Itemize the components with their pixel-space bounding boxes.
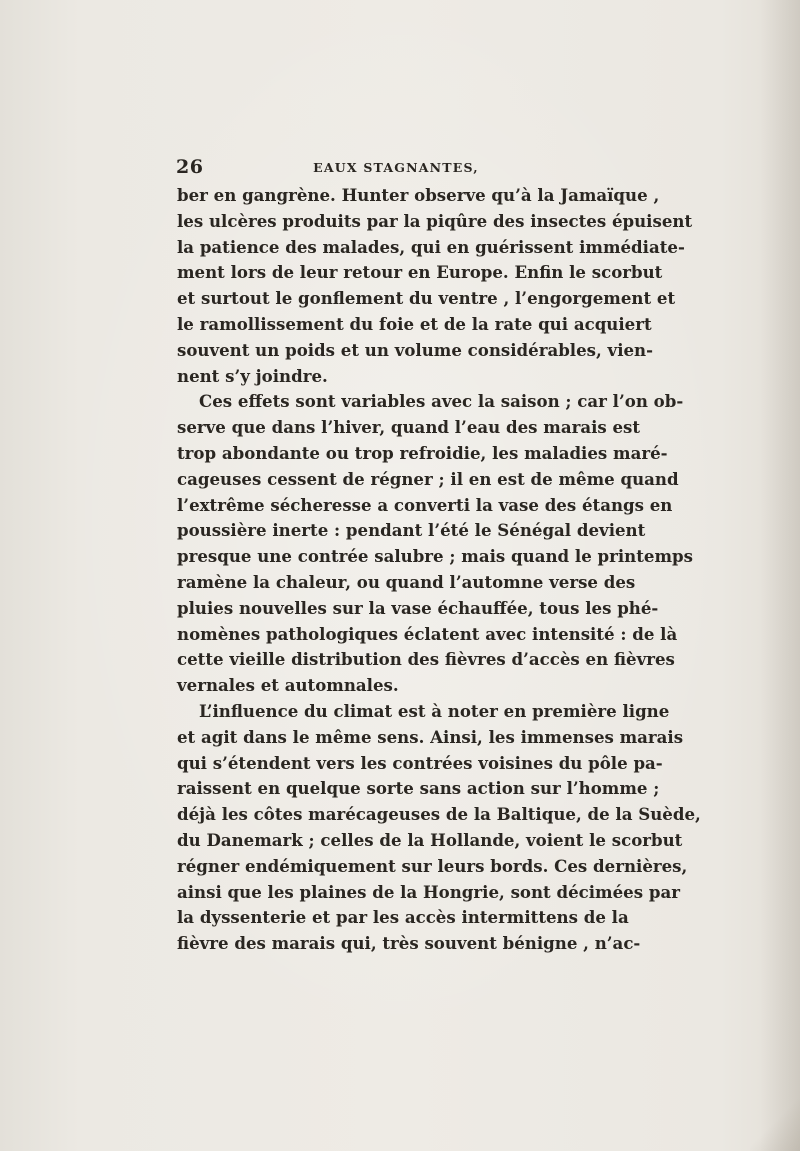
- running-head: EAUX STAGNANTES,: [313, 160, 479, 175]
- text-line: raissent en quelque sorte sans action sur l’homme ;: [177, 778, 660, 799]
- page-number: 26: [176, 156, 204, 178]
- text-line: cette vieille distribution des fièvres d’accès en fièvres: [177, 649, 675, 670]
- paragraph-start-line: L’influence du climat est à noter en première ligne: [199, 700, 670, 721]
- text-line: vernales et automnales.: [177, 675, 399, 696]
- paragraph-start-line: Ces effets sont variables avec la saison ; car l’on ob-: [199, 391, 684, 412]
- text-line: l’extrême sécheresse a converti la vase des étangs en: [177, 494, 673, 515]
- text-line: la patience des malades, qui en guérissent immédiate-: [177, 236, 685, 257]
- text-line: et surtout le gonflement du ventre , l’engorgement et: [177, 288, 676, 309]
- text-line: ment lors de leur retour en Europe. Enfin le scorbut: [177, 262, 663, 283]
- text-line: déjà les côtes marécageuses de la Baltique, de la Suède,: [177, 804, 701, 825]
- page-corner-wear: [750, 1091, 800, 1151]
- text-line: fièvre des marais qui, très souvent bénigne , n’ac-: [177, 933, 641, 954]
- text-line: ramène la chaleur, ou quand l’automne verse des: [177, 571, 636, 592]
- text-line: poussière inerte : pendant l’été le Sénégal devient: [177, 520, 646, 541]
- text-line: serve que dans l’hiver, quand l’eau des marais est: [177, 417, 641, 438]
- body-text: [177, 183, 701, 957]
- text-line: qui s’étendent vers les contrées voisines du pôle pa-: [177, 752, 663, 773]
- text-line: les ulcères produits par la piqûre des insectes épuisent: [177, 210, 693, 231]
- text-line: ber en gangrène. Hunter observe qu’à la Jamaïque ,: [177, 185, 660, 205]
- text-line: presque une contrée salubre ; mais quand le printemps: [177, 546, 693, 567]
- text-line: du Danemark ; celles de la Hollande, voient le scorbut: [177, 829, 683, 850]
- text-line: régner endémiquement sur leurs bords. Ces dernières,: [177, 855, 688, 876]
- text-line: ainsi que les plaines de la Hongrie, sont décimées par: [177, 881, 680, 902]
- page-header: [176, 156, 616, 180]
- text-line: nomènes pathologiques éclatent avec intensité : de là: [177, 623, 678, 644]
- text-line: et agit dans le même sens. Ainsi, les immenses marais: [177, 726, 684, 747]
- text-line: souvent un poids et un volume considérables, vien-: [177, 339, 654, 360]
- page-edge-shadow: [760, 0, 800, 1151]
- text-line: trop abondante ou trop refroidie, les maladies maré-: [177, 442, 668, 463]
- text-line: pluies nouvelles sur la vase échauffée, tous les phé-: [177, 597, 659, 618]
- text-line: nent s’y joindre.: [177, 365, 328, 386]
- text-line: la dyssenterie et par les accès intermittens de la: [177, 907, 629, 928]
- text-line: cageuses cessent de régner ; il en est de même quand: [177, 468, 679, 489]
- text-line: le ramollissement du foie et de la rate qui acquiert: [177, 313, 652, 334]
